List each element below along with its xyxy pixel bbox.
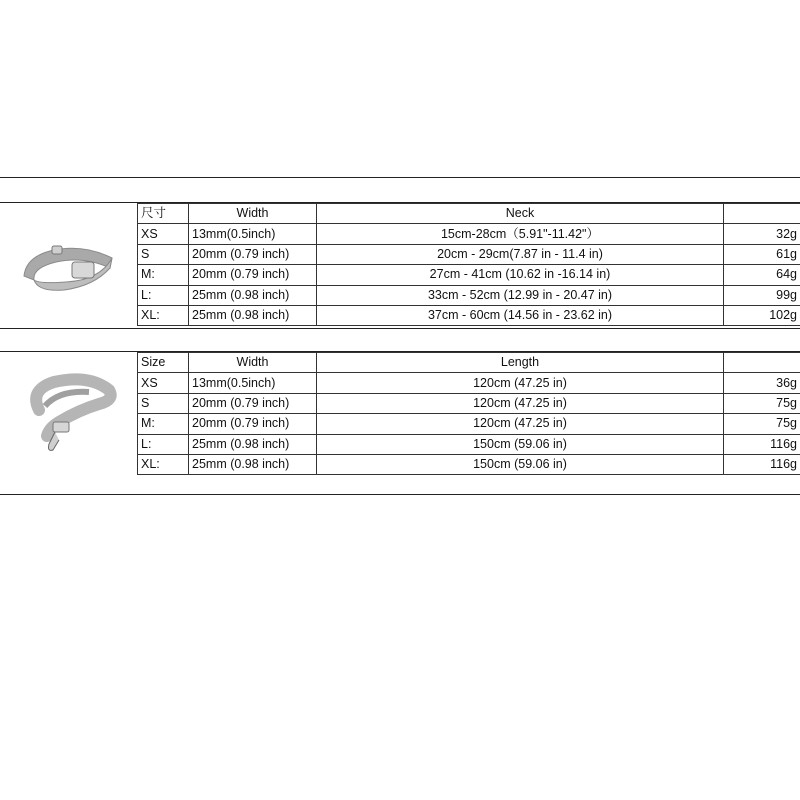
header-width: Width — [189, 353, 317, 373]
width-cell: 25mm (0.98 inch) — [189, 305, 317, 325]
width-cell: 20mm (0.79 inch) — [189, 414, 317, 434]
table-row — [138, 414, 800, 434]
weight-cell: 99g — [724, 285, 800, 305]
table-header-row — [138, 353, 800, 373]
collar-photo — [0, 203, 137, 328]
neck-cell: 20cm - 29cm(7.87 in - 11.4 in) — [317, 244, 724, 264]
leash-photo — [0, 352, 137, 477]
width-cell: 20mm (0.79 inch) — [189, 265, 317, 285]
header-size: Size — [138, 353, 189, 373]
size-cell: M: — [138, 265, 189, 285]
length-cell: 120cm (47.25 in) — [317, 393, 724, 413]
header-weight — [724, 204, 800, 224]
size-cell: M: — [138, 414, 189, 434]
size-cell: XS — [138, 224, 189, 244]
width-cell: 25mm (0.98 inch) — [189, 434, 317, 454]
header-length: Length — [317, 353, 724, 373]
collar-section — [0, 203, 800, 328]
width-cell: 20mm (0.79 inch) — [189, 393, 317, 413]
width-cell: 13mm(0.5inch) — [189, 224, 317, 244]
neck-cell: 33cm - 52cm (12.99 in - 20.47 in) — [317, 285, 724, 305]
weight-cell: 75g — [724, 393, 800, 413]
table-row — [138, 305, 800, 325]
width-cell: 20mm (0.79 inch) — [189, 244, 317, 264]
length-cell: 150cm (59.06 in) — [317, 434, 724, 454]
size-cell: S — [138, 393, 189, 413]
table-row — [138, 224, 800, 244]
size-cell: S — [138, 244, 189, 264]
width-cell: 13mm(0.5inch) — [189, 373, 317, 393]
size-cell: XL: — [138, 454, 189, 474]
header-width: Width — [189, 204, 317, 224]
header-weight — [724, 353, 800, 373]
width-cell: 25mm (0.98 inch) — [189, 454, 317, 474]
collar-size-table — [137, 203, 800, 326]
weight-cell: 116g — [724, 434, 800, 454]
length-cell: 150cm (59.06 in) — [317, 454, 724, 474]
weight-cell: 116g — [724, 454, 800, 474]
weight-cell: 36g — [724, 373, 800, 393]
leash-section — [0, 352, 800, 477]
table-row — [138, 454, 800, 474]
weight-cell: 64g — [724, 265, 800, 285]
table-row — [138, 373, 800, 393]
weight-cell: 102g — [724, 305, 800, 325]
header-size: 尺寸 — [138, 204, 189, 224]
table-row — [138, 265, 800, 285]
weight-cell: 61g — [724, 244, 800, 264]
table-header-row — [138, 204, 800, 224]
size-chart — [0, 177, 800, 495]
dog-collar-icon — [14, 236, 124, 296]
table-row — [138, 244, 800, 264]
weight-cell: 75g — [724, 414, 800, 434]
dog-leash-icon — [19, 370, 119, 460]
size-cell: XS — [138, 373, 189, 393]
middle-divider — [0, 328, 800, 329]
leash-size-table — [137, 352, 800, 475]
width-cell: 25mm (0.98 inch) — [189, 285, 317, 305]
neck-cell: 15cm-28cm（5.91"-11.42"） — [317, 224, 724, 244]
neck-cell: 37cm - 60cm (14.56 in - 23.62 in) — [317, 305, 724, 325]
table-row — [138, 434, 800, 454]
length-cell: 120cm (47.25 in) — [317, 373, 724, 393]
weight-cell: 32g — [724, 224, 800, 244]
table-row — [138, 285, 800, 305]
size-cell: XL: — [138, 305, 189, 325]
size-cell: L: — [138, 285, 189, 305]
length-cell: 120cm (47.25 in) — [317, 414, 724, 434]
header-neck: Neck — [317, 204, 724, 224]
table-row — [138, 393, 800, 413]
size-cell: L: — [138, 434, 189, 454]
neck-cell: 27cm - 41cm (10.62 in -16.14 in) — [317, 265, 724, 285]
